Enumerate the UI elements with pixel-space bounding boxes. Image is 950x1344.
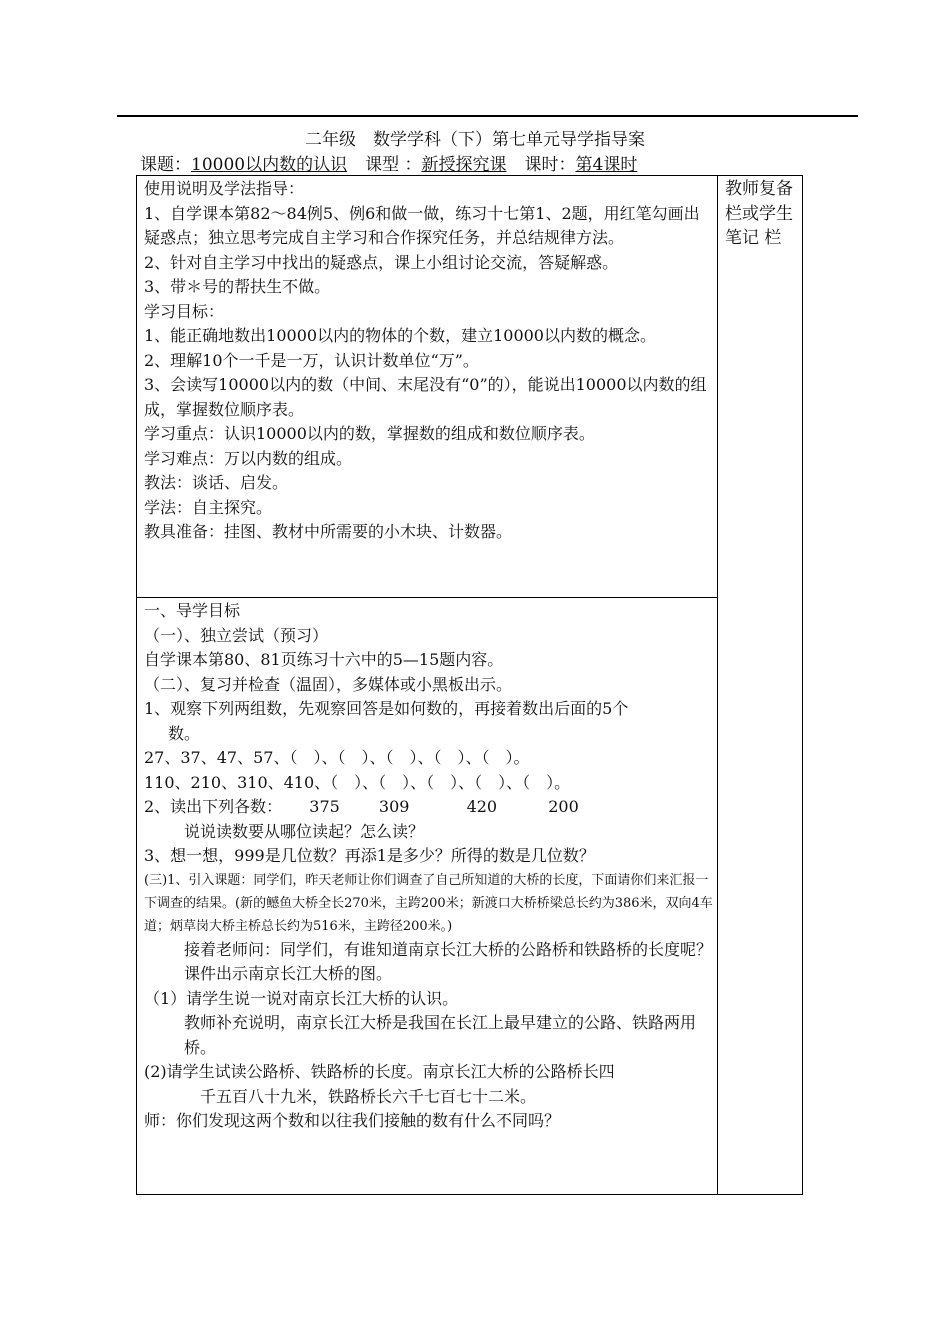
usage-title: 使用说明及学法指导：	[144, 179, 305, 198]
goal-3: 3、会读写10000以内的数（中间、末尾没有“0”的），能说出10000以内数的组成，掌握数位顺序表。	[144, 375, 707, 419]
top-rule	[117, 115, 858, 117]
topic-value: 10000以内数的认识	[191, 155, 348, 175]
topic-label: 课题：	[140, 155, 191, 175]
row-divider	[136, 597, 718, 598]
step-1: （1）请学生说一说对南京长江大桥的认识。	[144, 988, 459, 1008]
courseware-note: 课件出示南京长江大桥的图。	[184, 964, 393, 983]
key-point: 学习重点：认识10000以内的数，掌握数的组成和数位顺序表。	[144, 424, 595, 443]
goal-1: 1、能正确地数出10000以内的物体的个数，建立10000以内数的概念。	[144, 326, 656, 345]
guided-learning-cell	[144, 599, 714, 1134]
item-2-question: 说说读数要从哪位读起？怎么读？	[184, 821, 425, 841]
item-2	[144, 795, 714, 820]
sub-heading-2: （二）、复习并检查（温固），多媒体或小黑板出示。	[144, 674, 513, 694]
section-heading: 一、导学目标	[144, 601, 241, 620]
number-1: 375	[309, 797, 340, 816]
step-2-cont: 千五百八十九米，铁路桥长六千七百七十二米。	[200, 1086, 537, 1106]
period-value: 第4课时	[575, 155, 638, 175]
item-1: 1、观察下列两组数，先观察回答是如何数的，再接着数出后面的5个	[144, 699, 629, 718]
sequence-1: 27、37、47、57、（ ）、（ ）、（ ）、（ ）、（ ）。	[144, 748, 530, 767]
sub-1-text: 自学课本第80、81页练习十六中的5—15题内容。	[144, 650, 504, 669]
item-1-cont: 数。	[168, 723, 201, 743]
teacher-add: 教师补充说明，南京长江大桥是我国在长江上最早建立的公路、铁路两用桥。	[184, 1013, 697, 1057]
instructions-cell	[144, 177, 714, 545]
type-value: 新授探究课	[421, 155, 507, 175]
materials: 教具准备：挂图、教材中所需要的小木块、计数器。	[144, 522, 513, 541]
page-title: 二年级 数学学科（下）第七单元导学指导案	[305, 130, 645, 150]
lesson-info-line	[140, 150, 637, 175]
difficulty: 学习难点：万以内数的组成。	[144, 448, 353, 468]
side-notes-column: 教师复备栏或学生笔记 栏	[725, 179, 793, 248]
item-3: 3、想一想，999是几位数？再添1是多少？所得的数是几位数？	[144, 846, 595, 865]
goals-title: 学习目标：	[144, 301, 225, 321]
learning-method: 学法：自主探究。	[144, 497, 273, 517]
teaching-method: 教法：谈话、启发。	[144, 473, 289, 492]
item-2-label: 2、读出下列各数：	[144, 797, 283, 816]
step-2: (2)请学生试读公路桥、铁路桥的长度。南京长江大桥的公路桥长四	[144, 1062, 615, 1081]
type-label: 课型 ：	[365, 155, 422, 175]
intro-paragraph: (三)1、引入课题：同学们，昨天老师让你们调查了自己所知道的大桥的长度，下面请你们来汇报一下调查的结果。(新的鳡鱼大桥全长270米，主跨200米；新渡口大桥桥梁总长约为386米，双向4车道；炳草岗大桥主桥总长约为516米，主跨径200米。)	[144, 872, 713, 934]
usage-1: 1、自学课本第82～84例5、例6和做一做，练习十七第1、2题，用红笔勾画出疑惑点；独立思考完成自主学习和合作探究任务，并总结规律方法。	[144, 203, 700, 247]
column-divider	[717, 175, 718, 1195]
number-4: 200	[548, 797, 579, 816]
goal-2: 2、理解10个一千是一万，认识计数单位“万”。	[144, 350, 479, 370]
sub-heading-1: （一）、独立尝试（预习）	[144, 625, 329, 645]
usage-2: 2、针对自主学习中找出的疑惑点，课上小组讨论交流，答疑解惑。	[144, 252, 619, 272]
usage-3: 3、带＊号的帮扶生不做。	[144, 277, 331, 296]
number-2: 309	[378, 797, 410, 816]
number-3: 420	[466, 797, 498, 816]
teacher-question: 师：你们发现这两个数和以往我们接触的数有什么不同吗？	[144, 1111, 561, 1130]
sequence-2: 110、210、310、410、（ ）、（ ）、（ ）、（ ）、（ ）。	[144, 772, 571, 792]
period-label: 课时：	[524, 155, 576, 175]
teacher-ask: 接着老师问：同学们，有谁知道南京长江大桥的公路桥和铁路桥的长度呢？	[184, 939, 713, 959]
